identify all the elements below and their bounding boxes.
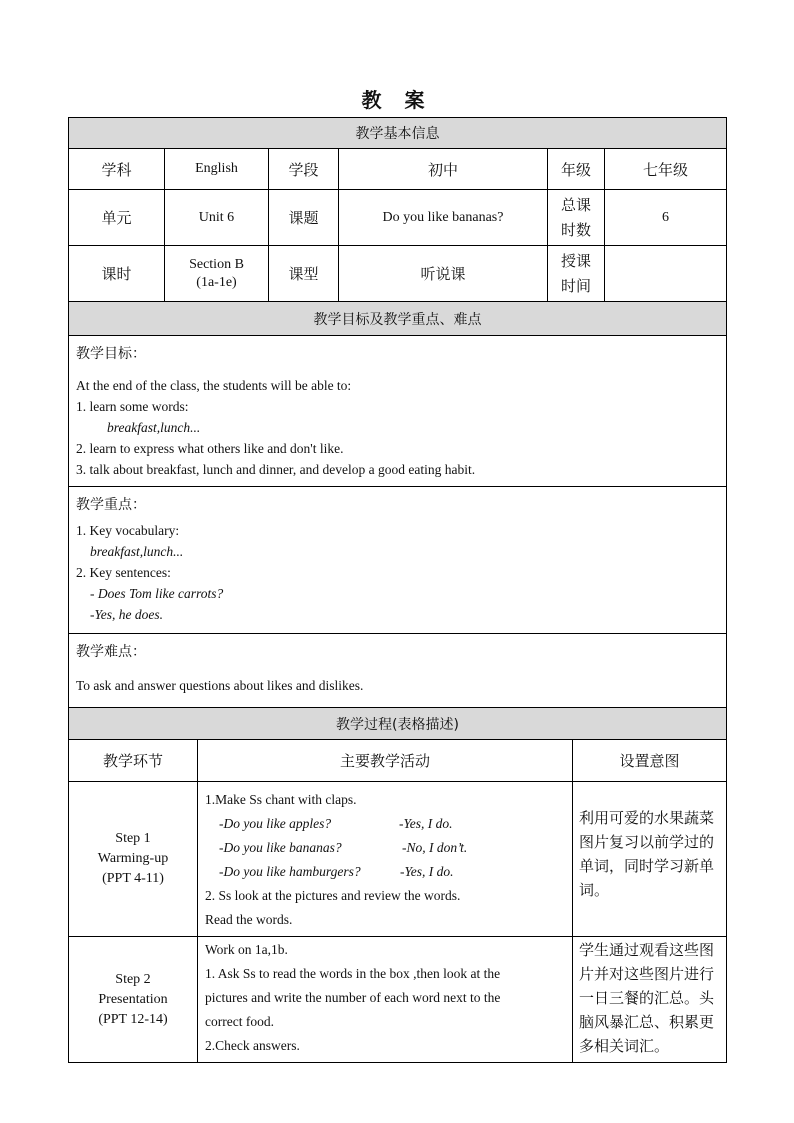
step-name: Presentation <box>98 991 168 1007</box>
activity-line: 2. Ss look at the pictures and review the words. <box>205 888 461 903</box>
goal-line: At the end of the class, the students will be able to: <box>76 378 352 393</box>
grade-value: 七年级 <box>605 149 727 190</box>
activity-line: 1.Make Ss chant with claps. <box>205 792 357 807</box>
basic-info-header: 教学基本信息 <box>69 118 727 149</box>
difficulty-line: To ask and answer questions about likes and dislikes. <box>76 678 364 693</box>
objectives-table <box>68 301 727 708</box>
step-ppt: (PPT 4-11) <box>102 871 164 886</box>
purpose-cell: 学生通过观看这些图片并对这些图片进行一日三餐的汇总。头脑风暴汇总、积累更多相关词汇。 <box>573 937 727 1063</box>
teaching-key-points <box>69 487 727 634</box>
activity-line: correct food. <box>205 1014 274 1029</box>
stage-value: 初中 <box>339 149 548 190</box>
total-periods-label-line1: 总课 <box>560 195 591 214</box>
period-value-line2: (1a-1e) <box>196 274 237 290</box>
activity-line: 1. Ask Ss to read the words in the box ,then look at the <box>205 966 501 981</box>
key-points-heading: 教学重点： <box>76 497 146 513</box>
step-cell <box>69 937 198 1063</box>
goal-line: 2. learn to express what others like and don't like. <box>76 441 344 456</box>
total-periods-label-line2: 时数 <box>560 220 591 239</box>
step-number: Step 2 <box>115 971 151 987</box>
dialog-answer: -Yes, I do. <box>400 864 454 879</box>
lesson-time-label-line1: 授课 <box>560 251 591 270</box>
unit-label: 单元 <box>69 190 165 246</box>
activity-line: Read the words. <box>205 912 293 927</box>
lesson-time-label <box>548 246 605 302</box>
dialog-answer: -No, I don’t. <box>402 840 468 855</box>
teaching-goals-heading: 教学目标： <box>76 346 146 362</box>
activity-cell <box>198 782 573 937</box>
key-line: -Yes, he does. <box>90 607 163 622</box>
topic-label: 课题 <box>269 190 339 246</box>
col-header-activity: 主要教学活动 <box>198 740 573 782</box>
difficulties-heading: 教学难点： <box>76 644 146 660</box>
step-number: Step 1 <box>115 831 151 846</box>
lesson-type-label: 课型 <box>269 246 339 302</box>
dialog-answer: -Yes, I do. <box>399 816 453 831</box>
period-label: 课时 <box>69 246 165 302</box>
teaching-difficulties <box>69 634 727 708</box>
lesson-time-label-line2: 时间 <box>560 276 591 295</box>
step-ppt: (PPT 12-14) <box>98 1011 168 1027</box>
teaching-goals <box>69 336 727 487</box>
key-line: 2. Key sentences: <box>76 565 171 580</box>
basic-info-table <box>68 117 727 302</box>
goal-line: 1. learn some words: <box>76 399 189 414</box>
lesson-time-value <box>605 246 727 302</box>
goal-line: breakfast,lunch... <box>107 420 201 435</box>
activity-line: pictures and write the number of each word next to the <box>205 990 501 1005</box>
subject-value: English <box>165 149 269 190</box>
step-cell <box>69 782 198 937</box>
period-value-line1: Section B <box>189 256 244 272</box>
process-header: 教学过程(表格描述) <box>69 708 727 740</box>
topic-value: Do you like bananas? <box>339 190 548 246</box>
dialog-question: -Do you like bananas? <box>219 840 342 855</box>
dialog-line <box>205 860 566 884</box>
dialog-question: -Do you like hamburgers? <box>219 864 361 879</box>
goal-line: 3. talk about breakfast, lunch and dinner, and develop a good eating habit. <box>76 462 476 477</box>
activity-cell <box>198 937 573 1063</box>
activity-line: Work on 1a,1b. <box>205 942 288 957</box>
purpose-cell: 利用可爱的水果蔬菜图片复习以前学过的单词，同时学习新单词。 <box>573 782 727 937</box>
objectives-header: 教学目标及教学重点、难点 <box>69 302 727 336</box>
activity-line: 2.Check answers. <box>205 1038 300 1053</box>
step-name: Warming-up <box>97 851 169 866</box>
page-title: 教 案 <box>361 88 433 112</box>
subject-label: 学科 <box>69 149 165 190</box>
dialog-line <box>205 812 566 836</box>
dialog-line <box>205 836 566 860</box>
stage-label: 学段 <box>269 149 339 190</box>
grade-label: 年级 <box>548 149 605 190</box>
total-periods-label <box>548 190 605 246</box>
key-line: - Does Tom like carrots? <box>90 586 224 601</box>
key-line: breakfast,lunch... <box>90 544 184 559</box>
col-header-step: 教学环节 <box>69 740 198 782</box>
dialog-question: -Do you like apples? <box>219 816 332 831</box>
unit-value: Unit 6 <box>165 190 269 246</box>
lesson-type-value: 听说课 <box>339 246 548 302</box>
total-periods-value: 6 <box>605 190 727 246</box>
col-header-purpose: 设置意图 <box>573 740 727 782</box>
key-line: 1. Key vocabulary: <box>76 523 180 538</box>
process-table <box>68 707 727 1063</box>
period-value <box>165 246 269 302</box>
